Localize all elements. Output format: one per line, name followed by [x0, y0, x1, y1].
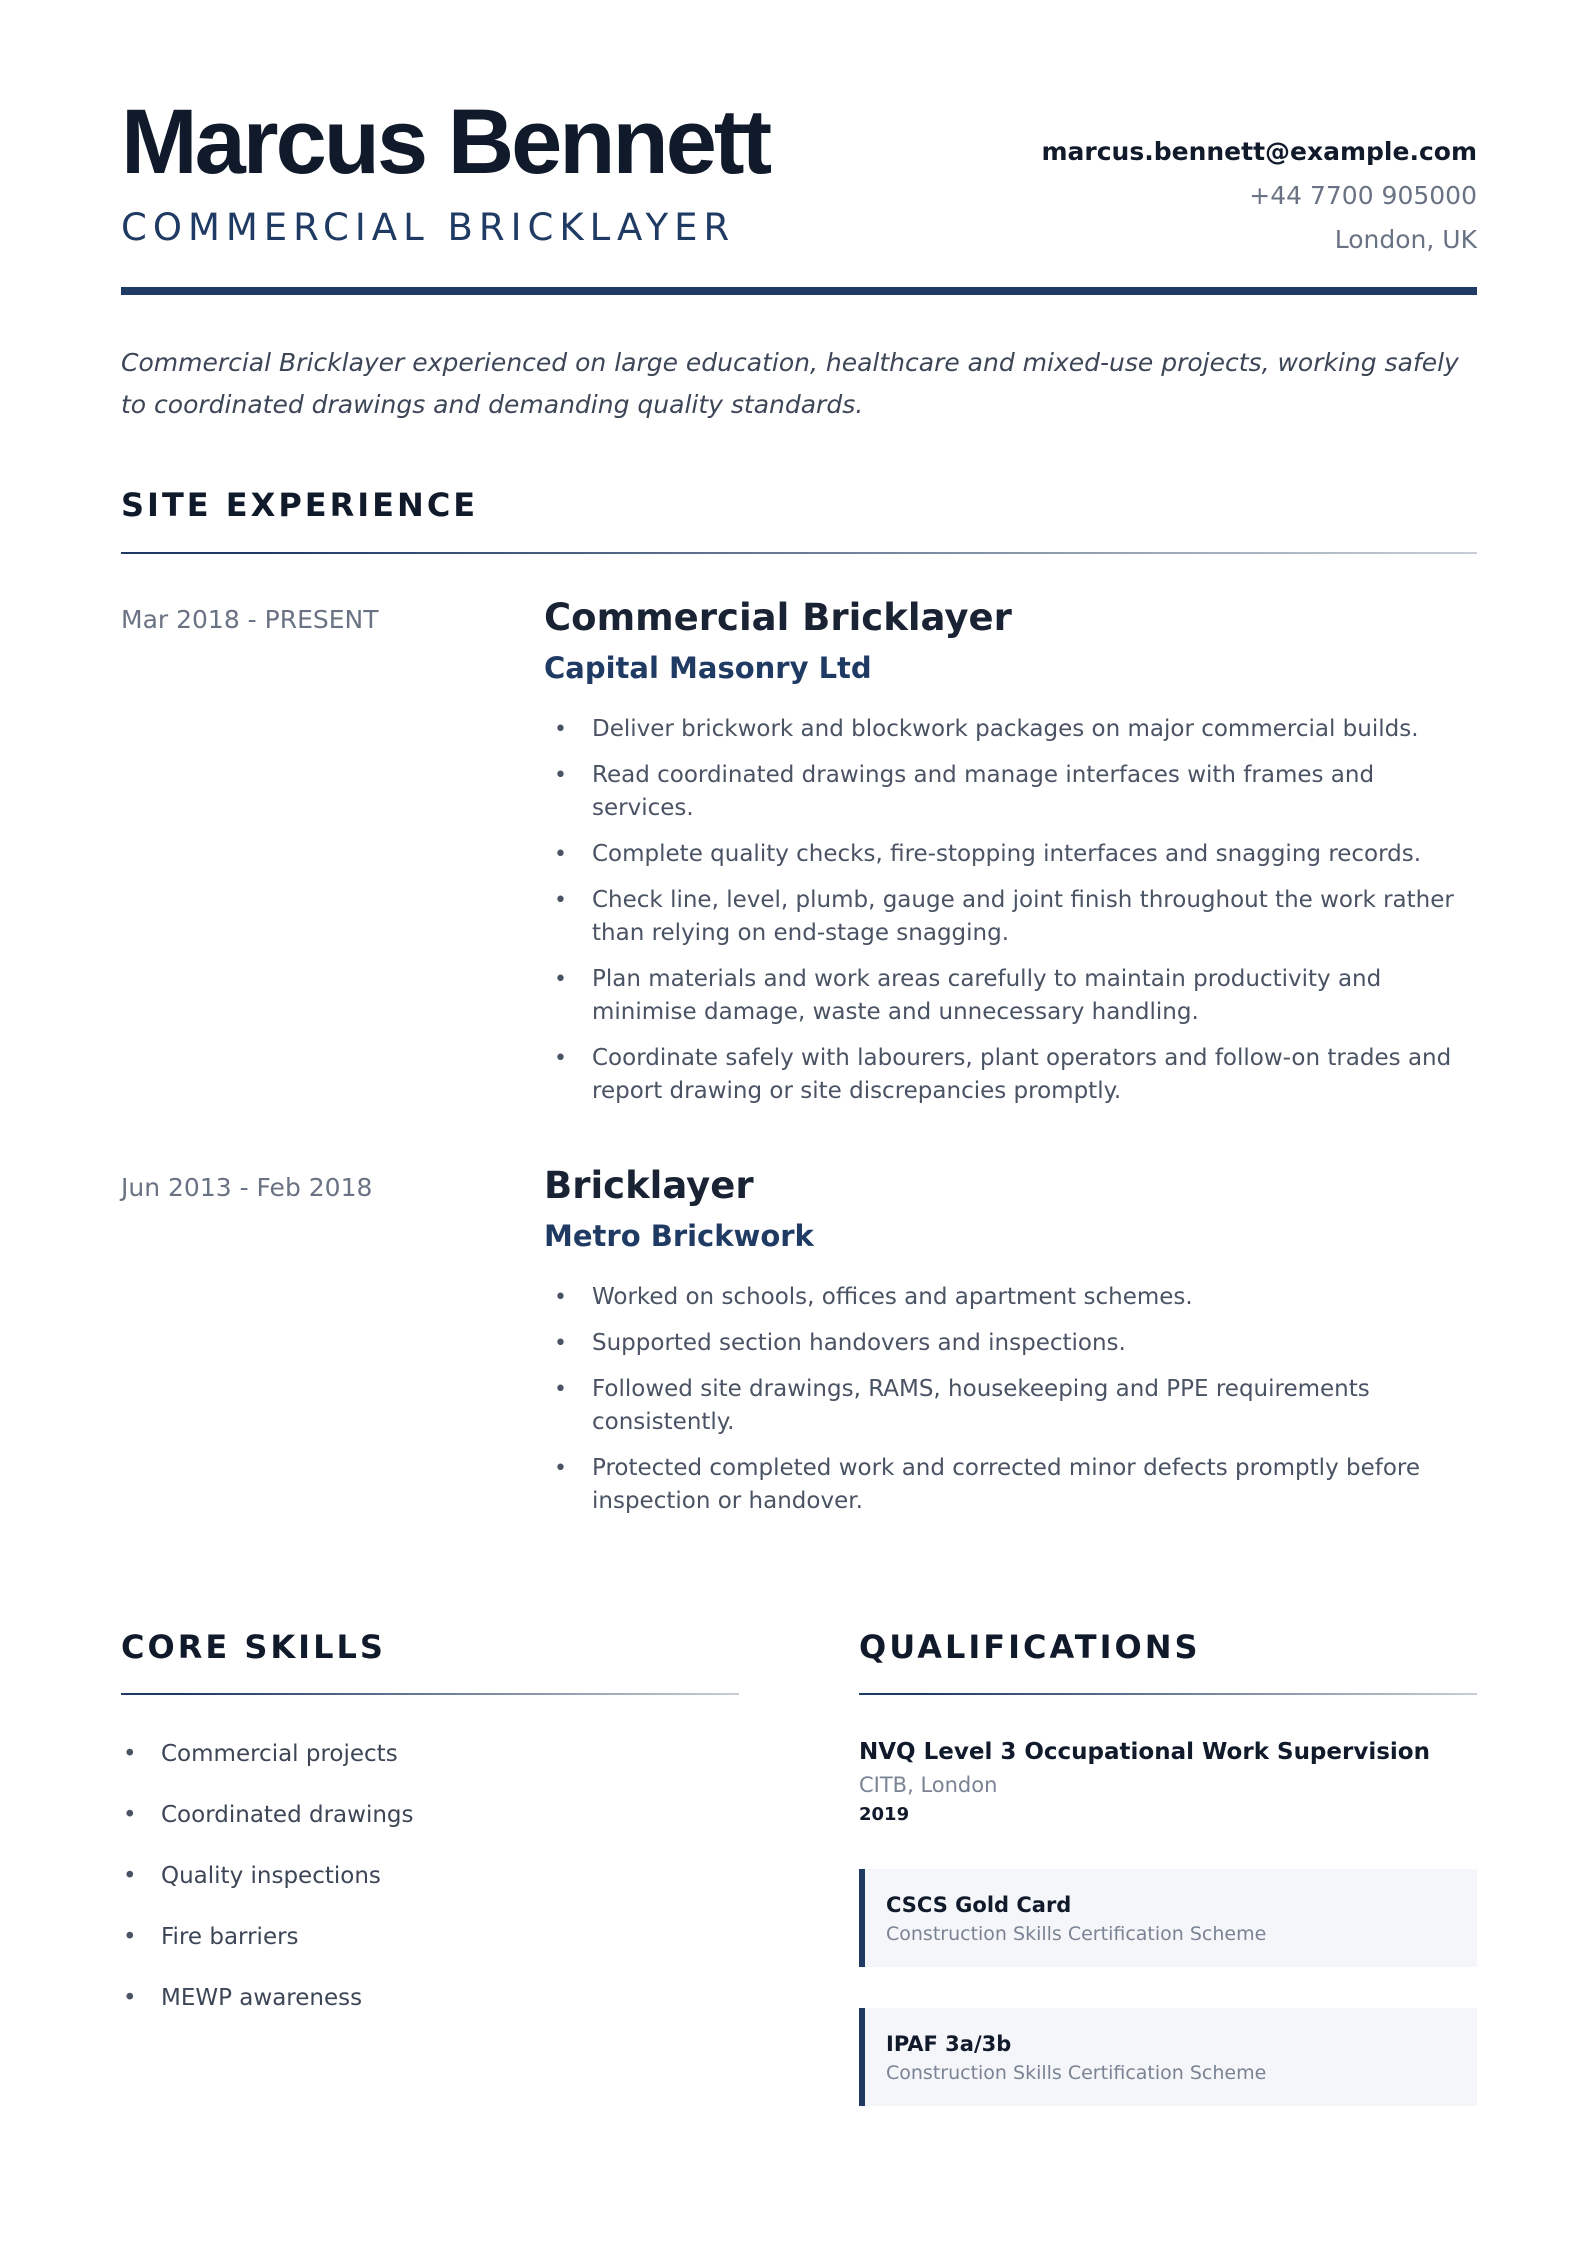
job-company: Metro Brickwork: [544, 1219, 814, 1253]
job-dates: Mar 2018 - PRESENT: [121, 605, 379, 634]
qualification-card: [859, 1869, 1477, 1967]
qualification-org: Construction Skills Certification Scheme: [886, 1923, 1267, 1945]
section-title-experience: SITE EXPERIENCE: [121, 486, 479, 524]
skill-item: • Commercial projects: [121, 1738, 739, 1771]
job-duties-list: [544, 713, 1477, 1121]
skill-item: • Coordinated drawings: [121, 1799, 739, 1832]
candidate-name: Marcus Bennett: [121, 91, 770, 193]
job-duties-list: [544, 1281, 1477, 1531]
qualification-name: NVQ Level 3 Occupational Work Supervision: [859, 1739, 1430, 1765]
job-duty-item: • Supported section handovers and inspections.: [544, 1327, 1477, 1360]
qualification-name: CSCS Gold Card: [886, 1893, 1072, 1917]
job-duty-item: • Coordinate safely with labourers, plant operators and follow-on trades and report drawing or site discrepancies promptly.: [544, 1042, 1477, 1108]
job-dates: Jun 2013 - Feb 2018: [121, 1173, 373, 1202]
contact-block: [1041, 130, 1477, 262]
skill-item: • MEWP awareness: [121, 1982, 739, 2015]
job-duty-item: • Worked on schools, offices and apartment schemes.: [544, 1281, 1477, 1314]
job-duty-item: • Plan materials and work areas carefully to maintain productivity and minimise damage, waste and unnecessary handling.: [544, 963, 1477, 1029]
qualification-item: [859, 1735, 1477, 1829]
job-title: Commercial Bricklayer: [544, 596, 1012, 639]
section-divider-qualifications: [859, 1693, 1477, 1695]
skills-list: [121, 1738, 739, 2043]
job-duty-item: • Protected completed work and corrected minor defects promptly before inspection or handover.: [544, 1452, 1477, 1518]
qualification-name: IPAF 3a/3b: [886, 2032, 1012, 2056]
contact-phone[interactable]: +44 7700 905000: [1249, 181, 1477, 210]
candidate-role: COMMERCIAL BRICKLAYER: [121, 206, 736, 249]
skill-item: • Fire barriers: [121, 1921, 739, 1954]
header-divider: [121, 287, 1477, 295]
qualification-year: 2019: [859, 1804, 910, 1825]
job-duty-item: • Check line, level, plumb, gauge and joint finish throughout the work rather than relying on end-stage snagging.: [544, 884, 1477, 950]
contact-email[interactable]: marcus.bennett@example.com: [1041, 137, 1477, 166]
job-company: Capital Masonry Ltd: [544, 651, 872, 685]
section-divider-experience: [121, 552, 1477, 554]
section-divider-skills: [121, 1693, 739, 1695]
section-title-skills: CORE SKILLS: [121, 1628, 386, 1666]
profile-summary: Commercial Bricklayer experienced on large education, healthcare and mixed-use projects, working safely to coordinated drawings and demanding quality standards.: [121, 348, 1459, 419]
job-duty-item: • Followed site drawings, RAMS, housekeeping and PPE requirements consistently.: [544, 1373, 1477, 1439]
qualification-org: Construction Skills Certification Scheme: [886, 2062, 1267, 2084]
resume-page: [121, 0, 1477, 2246]
job-duty-item: • Deliver brickwork and blockwork packages on major commercial builds.: [544, 713, 1477, 746]
contact-location: London, UK: [1334, 225, 1477, 254]
qualification-card: [859, 2008, 1477, 2106]
skill-item: • Quality inspections: [121, 1860, 739, 1893]
job-title: Bricklayer: [544, 1164, 754, 1207]
qualification-org: CITB, London: [859, 1773, 998, 1797]
job-duty-item: • Read coordinated drawings and manage interfaces with frames and services.: [544, 759, 1477, 825]
job-duty-item: • Complete quality checks, fire-stopping interfaces and snagging records.: [544, 838, 1477, 871]
section-title-qualifications: QUALIFICATIONS: [859, 1628, 1201, 1666]
